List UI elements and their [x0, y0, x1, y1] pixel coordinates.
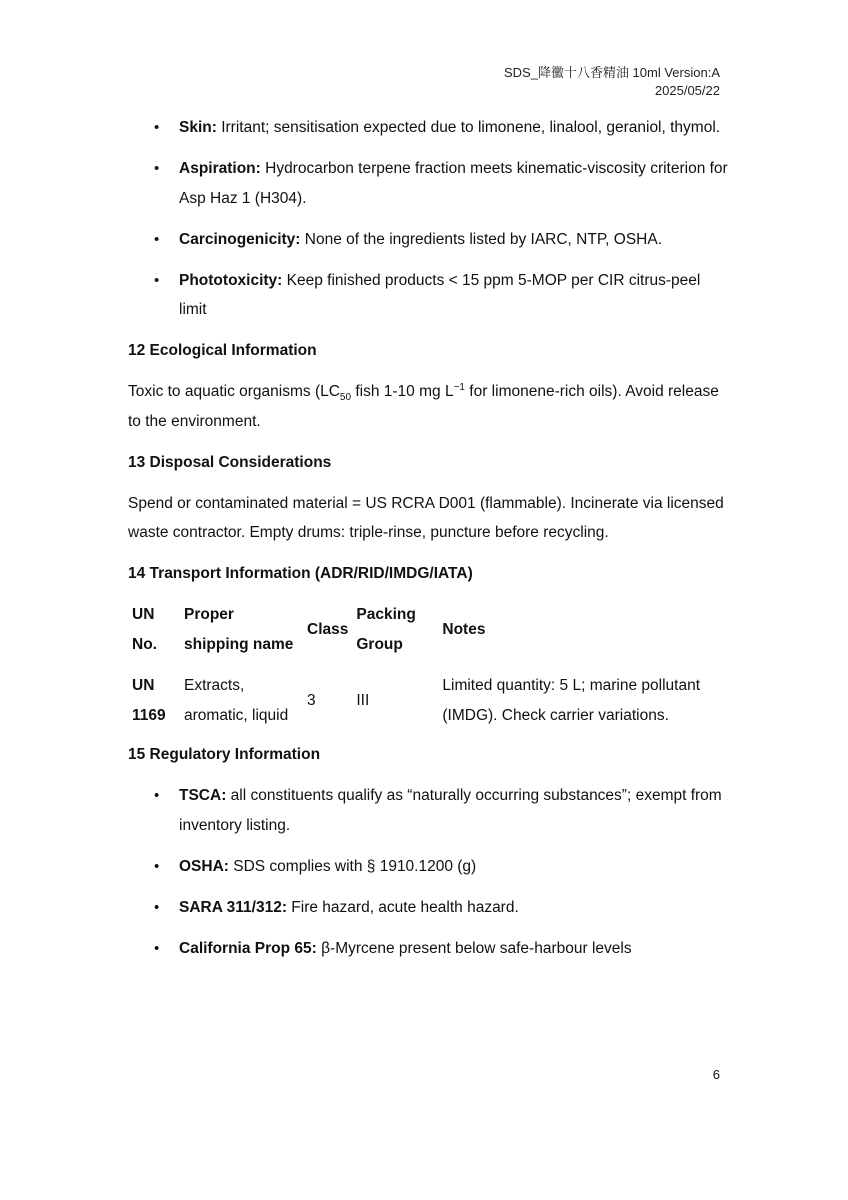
item-text: Irritant; sensitisation expected due to limonene, linalool, geraniol, thymol. — [216, 119, 721, 136]
bullet-icon: • — [154, 271, 160, 289]
table-row — [128, 671, 726, 730]
transport-table — [128, 600, 726, 730]
list-item — [128, 225, 728, 255]
item-label: SARA 311/312: — [179, 898, 287, 916]
bullet-icon: • — [154, 939, 160, 957]
item-text: Keep finished products < 15 ppm 5-MOP per CIR citrus-peel limit — [179, 271, 701, 318]
cell-class: 3 — [307, 691, 316, 709]
bullet-icon: • — [154, 787, 160, 804]
bullet-icon: • — [154, 160, 160, 177]
document-header-date: 2025/05/22 — [654, 83, 720, 98]
superscript: −1 — [453, 381, 465, 393]
list-item — [128, 893, 728, 923]
text: Toxic to aquatic organisms (LC — [128, 383, 340, 400]
item-label: Carcinogenicity: — [179, 230, 301, 248]
page-content — [128, 113, 728, 975]
column-header: UN No. — [132, 606, 157, 653]
bullet-icon: • — [154, 857, 160, 875]
item-label: OSHA: — [179, 857, 229, 875]
item-text: Fire hazard, acute health hazard. — [287, 898, 519, 916]
list-item — [128, 781, 728, 840]
cell-group: III — [356, 691, 370, 709]
item-text: β-Myrcene present below safe-harbour levels — [316, 939, 632, 957]
item-text: None of the ingredients listed by IARC, NTP, OSHA. — [300, 230, 663, 248]
cell-name: Extracts, aromatic, liquid — [184, 677, 289, 724]
list-item — [128, 266, 728, 325]
item-text: SDS complies with § 1910.1200 (g) — [228, 857, 477, 875]
item-label: California Prop 65: — [179, 939, 317, 957]
subscript: 50 — [339, 392, 352, 404]
bullet-icon: • — [154, 230, 160, 248]
item-label: Phototoxicity: — [179, 271, 283, 289]
bullet-icon: • — [154, 898, 160, 916]
section-heading-ecological: 12 Ecological Information — [128, 342, 317, 359]
item-label: Skin: — [179, 119, 217, 136]
section-heading-transport: 14 Transport Information (ADR/RID/IMDG/IATA) — [128, 565, 473, 582]
column-header: Notes — [442, 620, 486, 638]
item-text: Hydrocarbon terpene fraction meets kinematic-viscosity criterion for Asp Haz 1 (H304). — [179, 160, 728, 207]
disposal-text: Spend or contaminated material = US RCRA D001 (flammable). Incinerate via licensed waste contractor. Empty drums: triple-rinse, puncture before recycling. — [128, 494, 724, 541]
list-item — [128, 852, 728, 882]
cell-notes: Limited quantity: 5 L; marine pollutant (IMDG). Check carrier variations. — [442, 677, 700, 724]
column-header: Proper shipping name — [184, 606, 294, 653]
column-header: Class — [307, 620, 349, 638]
text: fish 1-10 mg L — [351, 383, 454, 400]
table-header-row — [128, 600, 726, 659]
text: for limonene-rich oils). Avoid release to the environment. — [128, 383, 719, 430]
column-header: Packing Group — [356, 606, 416, 653]
list-item — [128, 154, 728, 213]
item-text: all constituents qualify as “naturally occurring substances”; exempt from inventory listing. — [179, 787, 722, 834]
cell-un: UN 1169 — [132, 677, 166, 724]
list-item — [128, 113, 728, 143]
item-label: TSCA: — [179, 787, 227, 804]
page-number: 6 — [712, 1067, 720, 1082]
section-heading-disposal: 13 Disposal Considerations — [128, 453, 332, 471]
bullet-icon: • — [154, 119, 160, 136]
ecological-text — [128, 377, 728, 436]
list-item — [128, 934, 728, 964]
document-header-title: SDS_降黴十八香精油 10ml Version:A — [503, 65, 720, 80]
section-heading-regulatory: 15 Regulatory Information — [128, 746, 321, 763]
item-label: Aspiration: — [179, 160, 261, 177]
